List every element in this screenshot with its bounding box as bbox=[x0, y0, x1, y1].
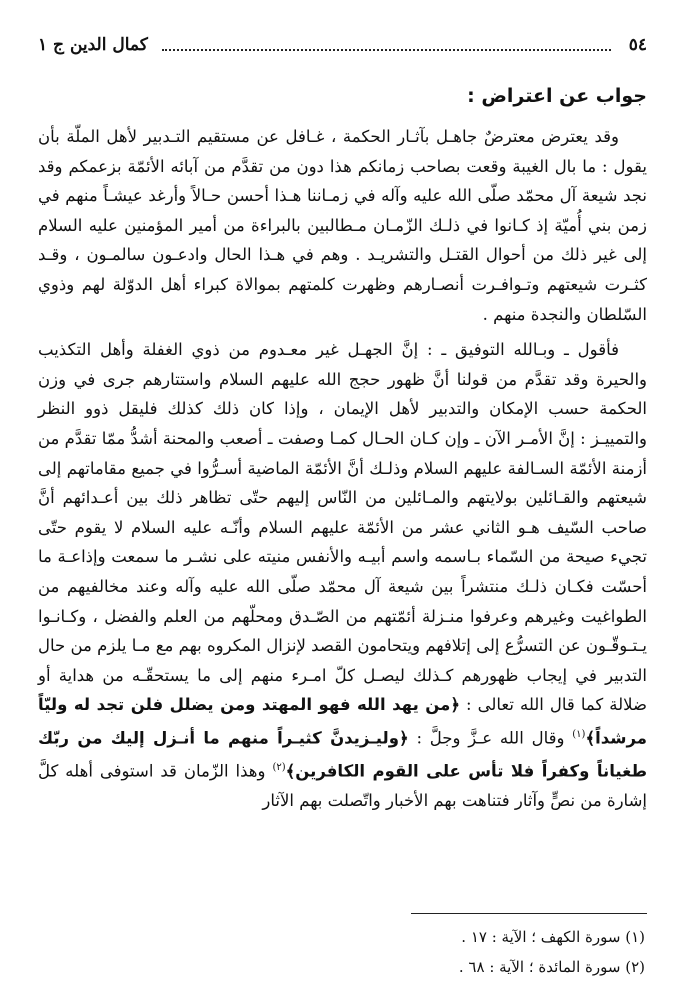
footnote-1: (١) سورة الكهف ؛ الآية : ١٧ . bbox=[461, 928, 645, 946]
paragraph-1: وقد يعترض معترضٌ جاهـل بآثـار الحكمة ، غـافل عن مستقيم التـدبير لأهل الملّة بأن يقول : ما بال الغيبة وقعت بصاحب زمانكم هذا دون من تقدَّم من آبائه الأئمّة بزعمكم وقد نجد شيعة آل محمّد صلّى الله عليه وآله في زمـاننا هـذا أحسن حـالاً وأرغد عيشـاً منهم في زمن بني أُميّة إذ كـانوا في ذلـك الزّمـان مـطالبين بالبراءة من أمير المؤمنين عليه السلام إلى غير ذلك من أحوال القتـل والتشريـد . وهم في هـذا الحال وادعـون سالمـون ، وقـد كثـرت شيعتهم وتـوافـرت أنصـارهم وظهرت كلمتهم بموالاة كبراء أهل الدوّلة لهم وذوي السّلطان والنجدة منهم . bbox=[38, 127, 647, 324]
footnote-ref-2: (٢) bbox=[272, 761, 286, 773]
quran-quote-1: ﴿من يهد الله فهو المهتد ومن يضلل فلن تجد له وليّاً مرشداً﴾ bbox=[38, 695, 648, 748]
section-heading: جواب عن اعتراض : bbox=[467, 85, 647, 107]
footnote-divider bbox=[411, 913, 647, 914]
body-text bbox=[38, 122, 647, 820]
paragraph-2 bbox=[38, 335, 647, 816]
paragraph-2-text: فأقول ـ وبـالله التوفيق ـ : إنَّ الجهـل غير معـدوم من ذوي الغفلة وأهل التكذيب والحيرة وقد تقدَّم من قولنا أنَّ ظهور حجج الله عليهم السلام واستتارهم جرى في وزن الحكمة حسب الإمكان والتدبير لأهل الإيمان ، وإذا كان ذلك كذلك فليقل ذوو النظر والتمييـز : إنَّ الأمـر الآن ـ وإن كـان الحـال كمـا وصفت ـ أصعب والمحنة أشدُّ ممّا تقدَّم من أزمنة الأئمّة السـالفة عليهم السلام وذلـك أنَّ الأئمّة الماضية أسـرُّوا في جميع مقاماتهم إلى شيعتهم والقـائلين بولايتهم والمـائلين من النّاس إليهم حتّى تظاهر ذلك بين أعـدائهم أنَّ صاحب السّيف هـو الثاني عشر من الأئمّة عليهم السلام وأنّـه عليه السلام لا يقوم حتّى تجيء صيحة من السّماء بـاسمه واسم أبيـه والأنفس منيته على نشـر ما سمعت وإذاعـة ما أحسّت فكـان ذلـك منتشراً بين شيعة آل محمّد صلّى الله عليه وآله وعند مخالفيهم من الطواغيت وغيرهم وعرفوا منـزلة أئمّتهم من الصّـدق ومحلّهم من العلم والفضل ، وكـانـوا يـتـوقّـون عن التسرُّع إلى إتلافهم ويتحامون القصد لإنزال المكروه بهم مع مـا يلزم من حال التدبير في إيجاب ظهورهم كـذلك ليصـل كلّ امـرء منهم إلى ما يستحقّـه من هداية أو ضلالة كما قال الله تعالى : bbox=[38, 340, 647, 715]
header-leader-dots bbox=[162, 48, 611, 51]
paragraph-2-connector: وقال الله عـزَّ وجلَّ : bbox=[416, 728, 565, 748]
footnote-2: (٢) سورة المائدة ؛ الآية : ٦٨ . bbox=[458, 958, 645, 976]
footnote-ref-1: (١) bbox=[572, 728, 586, 740]
quran-quote-2: ﴿وليـزيدنَّ كثيـراً منهم ما أنـزل إليك من ربّك طغياناً وكفراً فلا تأس على القوم الكافرين﴾ bbox=[38, 728, 647, 781]
running-title: كمال الدين ج ١ bbox=[38, 35, 148, 55]
paragraph-2-tail: وهذا الزّمان قد استوفى أهله كلَّ إشارة من نصٍّ وآثار فتناهت بهم الأخبار واتّصلت بهم الآثار bbox=[38, 761, 647, 811]
footnotes bbox=[40, 922, 645, 982]
running-header bbox=[38, 32, 647, 58]
page-number: ٥٤ bbox=[628, 35, 647, 55]
